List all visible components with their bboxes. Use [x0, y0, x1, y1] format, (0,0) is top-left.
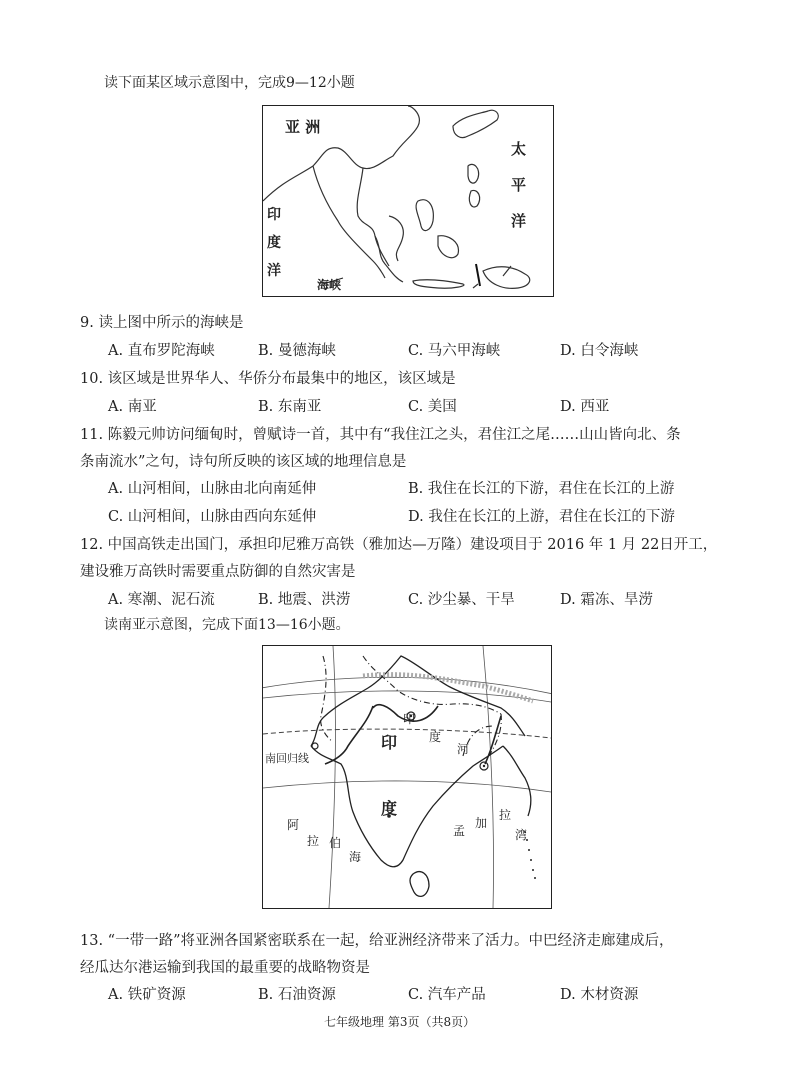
q13-option-c: C. 汽车产品: [408, 987, 486, 1003]
q10-option-a: A. 南亚: [108, 399, 157, 415]
q12-option-d: D. 霜冻、旱涝: [560, 592, 653, 608]
q10-option-d: D. 西亚: [560, 399, 610, 415]
label-arabian-1: 阿: [287, 818, 300, 832]
page-footer: 七年级地理 第3页（共8页）: [324, 1015, 476, 1029]
label-indus-1: 印: [403, 712, 416, 726]
question-11-stem: 11. 陈毅元帅访问缅甸时，曾赋诗一首，其中有“我住江之头，君住江之尾……山山皆向北、条: [80, 427, 681, 443]
label-strait: 海峡: [317, 278, 342, 292]
label-pacific-1: 太: [511, 140, 527, 158]
label-indian-1: 印: [267, 207, 281, 223]
question-12-stem-line2: 建设雅万高铁时需要重点防御的自然灾害是: [80, 564, 356, 580]
label-pacific-3: 洋: [511, 212, 527, 230]
question-13-stem-line2: 经瓜达尔港运输到我国的最重要的战略物资是: [80, 960, 370, 976]
label-pacific-2: 平: [511, 176, 527, 194]
q9-option-c: C. 马六甲海峡: [408, 343, 501, 359]
q12-option-c: C. 沙尘暴、干旱: [408, 592, 515, 608]
q12-option-b: B. 地震、洪涝: [258, 592, 351, 608]
question-11-stem-line2: 条南流水”之句，诗句所反映的该区域的地理信息是: [80, 454, 407, 470]
label-bengal-4: 湾: [515, 828, 528, 842]
q9-option-a: A. 直布罗陀海峡: [108, 343, 215, 359]
question-12-stem: 12. 中国高铁走出国门，承担印尼雅万高铁（雅加达—万隆）建设项目于 2016 年 1 月 22日开工，: [80, 537, 718, 553]
q10-option-b: B. 东南亚: [258, 399, 322, 415]
question-13-stem: 13. “一带一路”将亚洲各国紧密联系在一起，给亚洲经济带来了活力。中巴经济走廊建成后，: [80, 933, 674, 949]
label-bengal-1: 孟: [453, 824, 466, 838]
label-india-du: 度: [381, 799, 398, 818]
q13-option-a: A. 铁矿资源: [108, 987, 186, 1003]
label-indus-3: 河: [457, 742, 470, 756]
q11-option-c: C. 山河相间，山脉由西向东延伸: [108, 509, 317, 525]
label-arabian-2: 拉: [307, 834, 320, 848]
q12-option-a: A. 寒潮、泥石流: [108, 592, 215, 608]
question-9-stem: 9. 读上图中所示的海峡是: [80, 315, 244, 331]
section-intro-2: 读南亚示意图，完成下面13—16小题。: [104, 617, 350, 633]
question-10-stem: 10. 该区域是世界华人、华侨分布最集中的地区，该区域是: [80, 371, 456, 387]
q10-option-c: C. 美国: [408, 399, 457, 415]
q9-option-d: D. 白令海峡: [560, 343, 639, 359]
label-asia: 亚 洲: [285, 118, 321, 136]
q11-option-a: A. 山河相间，山脉由北向南延伸: [108, 481, 317, 497]
southeast-asia-map: [262, 105, 554, 297]
label-indus-2: 度: [429, 730, 442, 744]
label-tropic: 南回归线: [265, 752, 309, 765]
q9-option-b: B. 曼德海峡: [258, 343, 336, 359]
label-indian-2: 度: [267, 235, 281, 251]
q11-option-d: D. 我住在长江的上游，君住在长江的下游: [408, 509, 675, 525]
label-arabian-4: 海: [349, 850, 362, 864]
q13-option-d: D. 木材资源: [560, 987, 639, 1003]
south-asia-map: [262, 645, 552, 909]
label-india-yin: 印: [381, 733, 398, 752]
label-indian-3: 洋: [267, 263, 281, 279]
south-asia-map-drawing: [263, 646, 551, 908]
q11-option-b: B. 我住在长江的下游，君住在长江的上游: [408, 481, 675, 497]
label-bengal-3: 拉: [499, 808, 512, 822]
label-arabian-3: 伯: [329, 836, 342, 850]
q13-option-b: B. 石油资源: [258, 987, 336, 1003]
section-intro-1: 读下面某区域示意图中，完成9—12小题: [104, 75, 355, 91]
label-bengal-2: 加: [475, 816, 488, 830]
